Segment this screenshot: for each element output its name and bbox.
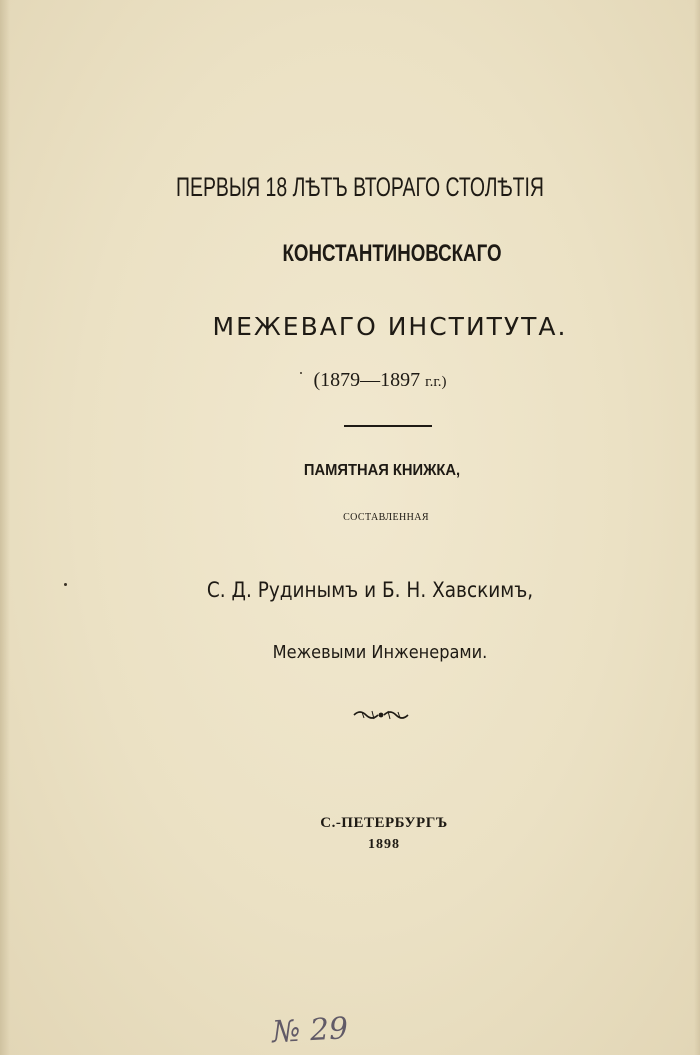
- years-line: [30, 369, 700, 392]
- ornament-icon: [352, 707, 410, 723]
- paper-speck: [64, 583, 67, 586]
- divider-rule: [344, 425, 432, 427]
- publication-city: С.-ПЕТЕРБУРГЪ: [320, 815, 448, 831]
- publication-year: 1898: [368, 837, 400, 852]
- years-range: (1879—1897: [313, 369, 421, 391]
- handwritten-number: № 29: [271, 1011, 350, 1051]
- subtitle: ПАМЯТНАЯ КНИЖКА,: [303, 462, 461, 479]
- authors: С. Д. Рудинымъ и Б. Н. Хавскимъ,: [206, 578, 534, 602]
- years-suffix: г.г.): [425, 374, 447, 390]
- title-line-3: МЕЖЕВАГО ИНСТИТУТА.: [212, 312, 568, 341]
- page-left-edge-shadow: [0, 0, 10, 1055]
- authors-title: Межевыми Инженерами.: [272, 642, 488, 663]
- compiled-by-label: СОСТАВЛЕННАЯ: [343, 512, 429, 523]
- title-line-1: ПЕРВЫЯ 18 ЛѢТЪ ВТОРАГО СТОЛѢТІЯ: [176, 172, 544, 202]
- page-right-edge-shadow: [694, 0, 700, 1055]
- paper-speck: [300, 372, 302, 374]
- title-line-2: КОНСТАНТИНОВСКАГО: [282, 240, 502, 267]
